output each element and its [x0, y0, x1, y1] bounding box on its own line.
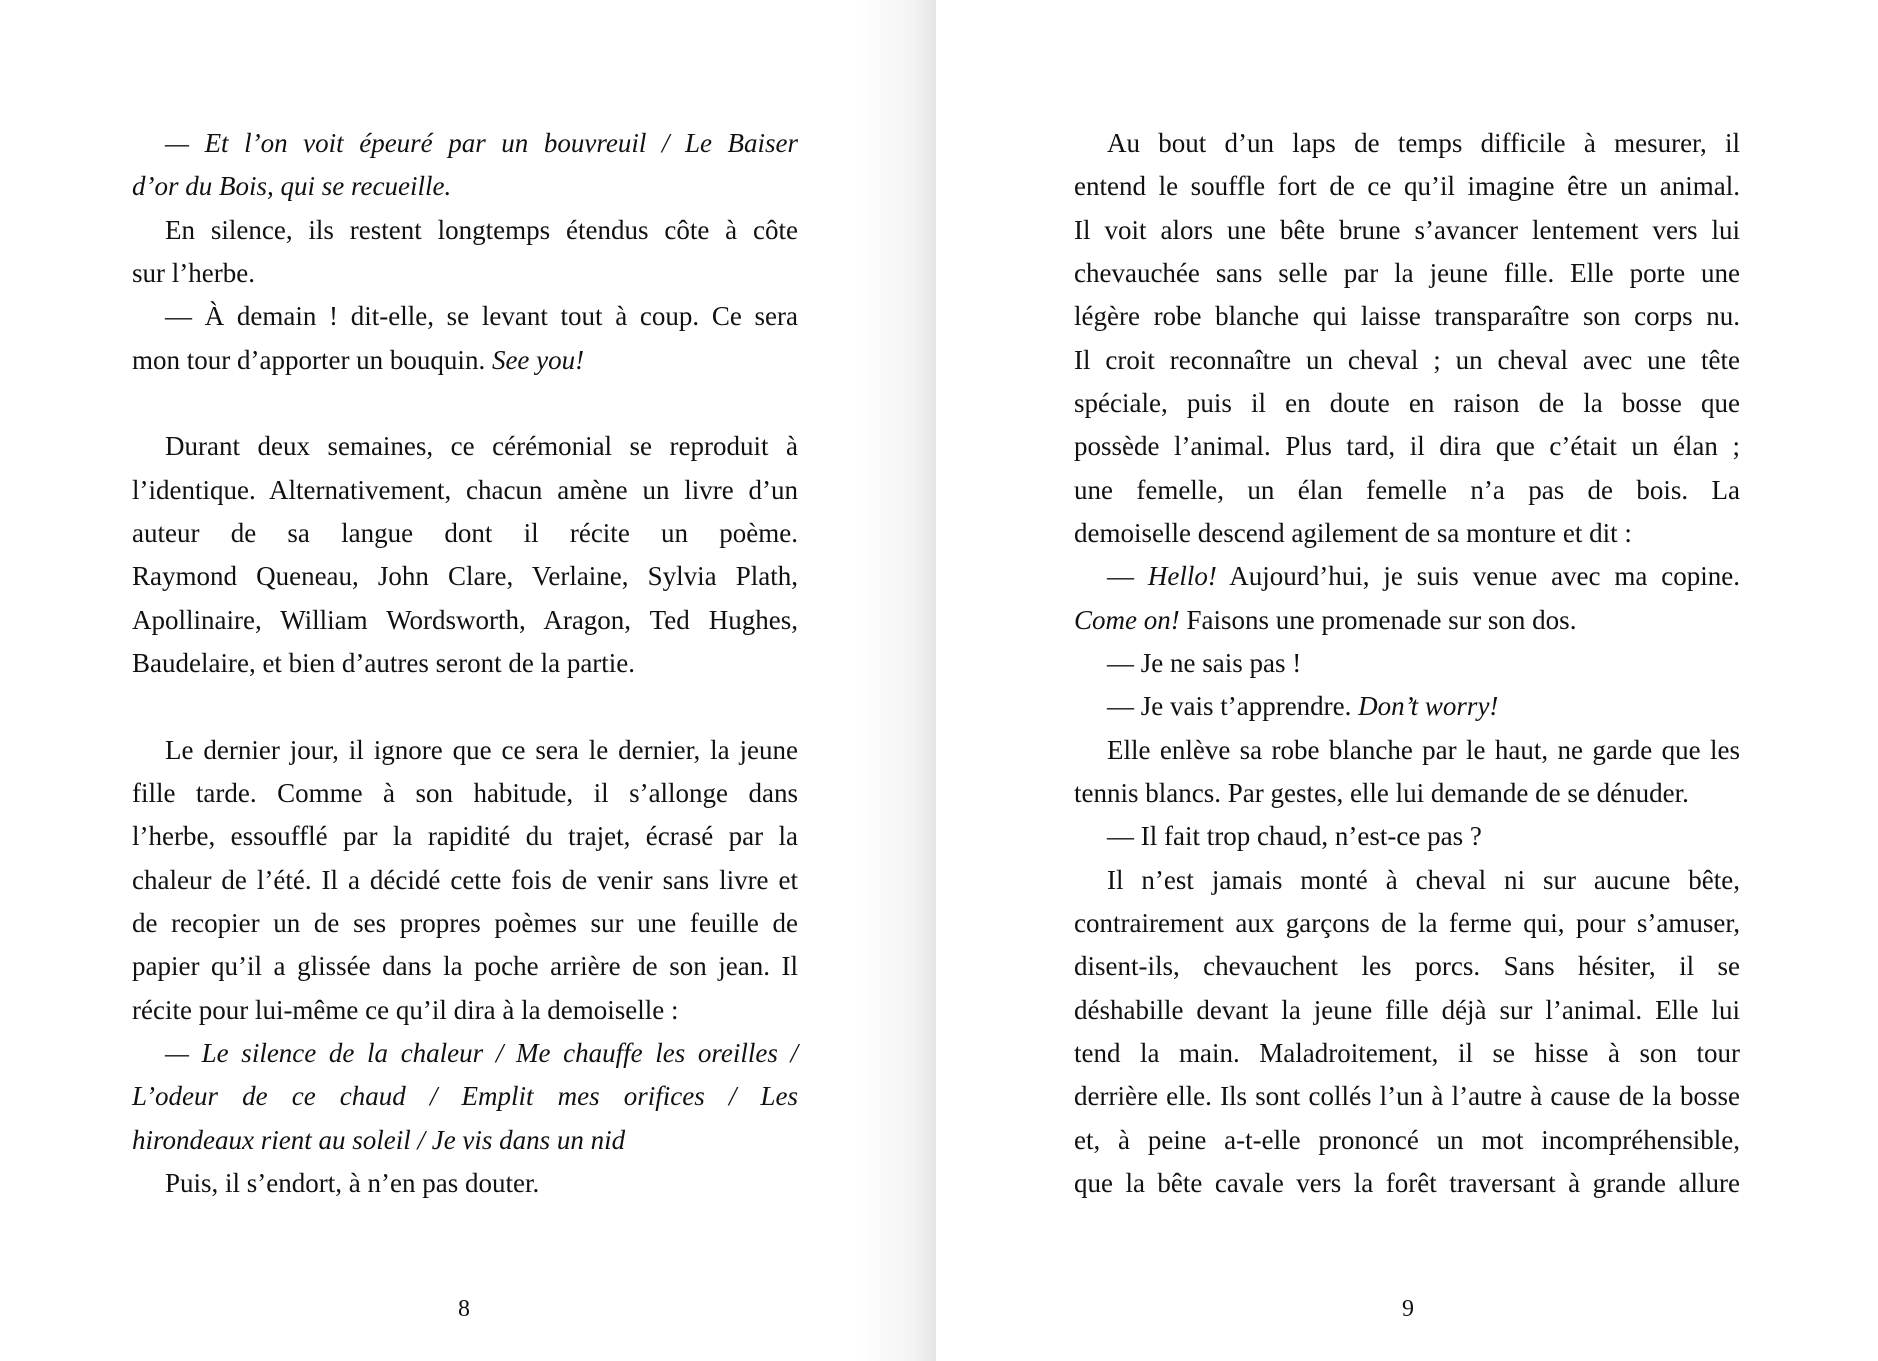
text-line — [1074, 902, 1740, 945]
text-line — [1074, 1032, 1740, 1075]
text-segment: Il croit reconnaître un cheval ; un cheval avec une tête — [1074, 344, 1740, 375]
text-segment: En silence, ils restent longtemps étendus côte à côte — [165, 214, 798, 245]
text-line — [1074, 512, 1740, 555]
text-line — [1074, 815, 1740, 858]
text-line — [132, 252, 798, 295]
text-segment: auteur de sa langue dont il récite un poème. — [132, 517, 798, 548]
text-segment: Durant deux semaines, ce cérémonial se reproduit à — [165, 431, 798, 462]
text-segment: disent-ils, chevauchent les porcs. Sans hésiter, il se — [1074, 951, 1740, 982]
page-number-right: 9 — [1402, 1296, 1414, 1322]
text-line — [132, 945, 798, 988]
text-line — [1074, 642, 1740, 685]
text-segment: papier qu’il a glissée dans la poche arrière de son jean. Il — [132, 951, 798, 982]
italic-text-segment: See you! — [491, 344, 585, 375]
blank-line — [132, 382, 798, 425]
text-segment: Aujourd’hui, je suis venue avec ma copine. — [1216, 561, 1741, 592]
text-segment: sur l’herbe. — [132, 257, 255, 288]
text-segment: Il n’est jamais monté à cheval ni sur aucune bête, — [1107, 864, 1740, 895]
text-segment: entend le souffle fort de ce qu’il imagine être un animal. — [1074, 171, 1740, 202]
italic-text-segment: L’odeur de ce chaud / Emplit mes orifices / Les — [132, 1081, 798, 1112]
right-page — [936, 0, 1878, 1361]
text-line — [1074, 1119, 1740, 1162]
text-line — [1074, 989, 1740, 1032]
text-segment: Baudelaire, et bien d’autres seront de la partie. — [132, 647, 636, 678]
italic-text-segment: Come on! — [1074, 604, 1180, 635]
text-segment: de recopier un de ses propres poèmes sur une feuille de — [132, 907, 798, 938]
text-line — [132, 1032, 798, 1075]
text-line — [132, 1162, 798, 1205]
text-segment: — Je ne sais pas ! — [1107, 647, 1302, 678]
text-line — [132, 1119, 798, 1162]
text-segment: Puis, il s’endort, à n’en pas douter. — [165, 1167, 540, 1198]
text-segment: — — [1107, 561, 1148, 592]
text-line — [1074, 295, 1740, 338]
text-segment: Raymond Queneau, John Clare, Verlaine, Sylvia Plath, — [132, 561, 798, 592]
text-segment: spéciale, puis il en doute en raison de la bosse que — [1074, 387, 1740, 418]
text-line — [132, 599, 798, 642]
text-segment: une femelle, un élan femelle n’a pas de bois. La — [1074, 474, 1740, 505]
text-segment: demoiselle descend agilement de sa monture et dit : — [1074, 517, 1632, 548]
text-line — [1074, 122, 1740, 165]
text-line — [1074, 1162, 1740, 1205]
text-segment: que la bête cavale vers la forêt traversant à grande allure — [1074, 1167, 1740, 1198]
text-line — [132, 729, 798, 772]
text-line — [132, 339, 798, 382]
text-line — [132, 555, 798, 598]
text-line — [132, 165, 798, 208]
text-line — [1074, 859, 1740, 902]
text-segment: l’identique. Alternativement, chacun amène un livre d’un — [132, 474, 798, 505]
text-line — [132, 295, 798, 338]
text-segment: — Je vais t’apprendre. — [1107, 691, 1359, 722]
text-line — [1074, 685, 1740, 728]
text-line — [1074, 425, 1740, 468]
text-segment: déshabille devant la jeune fille déjà sur l’animal. Elle lui — [1074, 994, 1740, 1025]
text-segment: — Il fait trop chaud, n’est-ce pas ? — [1107, 821, 1482, 852]
text-segment: chaleur de l’été. Il a décidé cette fois de venir sans livre et — [132, 864, 798, 895]
text-line — [132, 989, 798, 1032]
text-line — [1074, 599, 1740, 642]
right-page-text — [1074, 122, 1740, 1205]
text-line — [1074, 469, 1740, 512]
text-line — [132, 772, 798, 815]
text-segment: Au bout d’un laps de temps difficile à mesurer, il — [1107, 128, 1740, 158]
text-segment: Elle enlève sa robe blanche par le haut, ne garde que les — [1107, 734, 1740, 765]
italic-text-segment: — Le silence de la chaleur / Me chauffe les oreilles / — [165, 1037, 798, 1068]
text-line — [1074, 772, 1740, 815]
text-segment: Le dernier jour, il ignore que ce sera le dernier, la jeune — [165, 734, 798, 765]
italic-text-segment: Hello! — [1147, 561, 1217, 592]
text-line — [1074, 945, 1740, 988]
text-line — [1074, 165, 1740, 208]
text-line — [132, 642, 798, 685]
text-line — [1074, 729, 1740, 772]
text-segment: et, à peine a-t-elle prononcé un mot incompréhensible, — [1074, 1124, 1740, 1155]
text-line — [1074, 339, 1740, 382]
text-segment: récite pour lui-même ce qu’il dira à la demoiselle : — [132, 994, 679, 1025]
text-line — [132, 859, 798, 902]
text-line — [132, 209, 798, 252]
text-segment: contrairement aux garçons de la ferme qui, pour s’amuser, — [1074, 907, 1740, 938]
text-line — [132, 902, 798, 945]
page-number-left: 8 — [458, 1296, 470, 1322]
gutter-shadow — [852, 0, 936, 1361]
italic-text-segment: hirondeaux rient au soleil / Je vis dans un nid — [132, 1124, 626, 1155]
text-segment: légère robe blanche qui laisse transparaître son corps nu. — [1074, 301, 1740, 332]
text-segment: tennis blancs. Par gestes, elle lui demande de se dénuder. — [1074, 777, 1689, 808]
text-segment: fille tarde. Comme à son habitude, il s’allonge dans — [132, 777, 798, 808]
text-line — [132, 512, 798, 555]
text-line — [1074, 555, 1740, 598]
text-segment: — À demain ! dit-elle, se levant tout à coup. Ce sera — [165, 301, 798, 332]
italic-text-segment: d’or du Bois, qui se recueille. — [132, 171, 452, 202]
text-line — [132, 1075, 798, 1118]
text-segment: Faisons une promenade sur son dos. — [1179, 604, 1577, 635]
text-segment: Il voit alors une bête brune s’avancer lentement vers lui — [1074, 214, 1740, 245]
left-page — [0, 0, 936, 1361]
text-line — [1074, 382, 1740, 425]
text-segment: possède l’animal. Plus tard, il dira que c’était un élan ; — [1074, 431, 1740, 462]
text-line — [132, 122, 798, 165]
text-segment: Apollinaire, William Wordsworth, Aragon, Ted Hughes, — [132, 604, 798, 635]
italic-text-segment: — Et l’on voit épeuré par un bouvreuil / Le Baiser — [165, 128, 798, 158]
text-line — [132, 425, 798, 468]
text-segment: derrière elle. Ils sont collés l’un à l’autre à cause de la bosse — [1074, 1081, 1740, 1112]
text-segment: l’herbe, essoufflé par la rapidité du trajet, écrasé par la — [132, 821, 798, 852]
left-page-text — [132, 122, 798, 1205]
text-segment: mon tour d’apporter un bouquin. — [132, 344, 492, 375]
text-line — [1074, 209, 1740, 252]
text-line — [132, 815, 798, 858]
italic-text-segment: Don’t worry! — [1358, 691, 1499, 722]
text-line — [132, 469, 798, 512]
text-line — [1074, 252, 1740, 295]
text-segment: tend la main. Maladroitement, il se hisse à son tour — [1074, 1037, 1740, 1068]
blank-line — [132, 685, 798, 728]
text-line — [1074, 1075, 1740, 1118]
text-segment: chevauchée sans selle par la jeune fille. Elle porte une — [1074, 257, 1740, 288]
